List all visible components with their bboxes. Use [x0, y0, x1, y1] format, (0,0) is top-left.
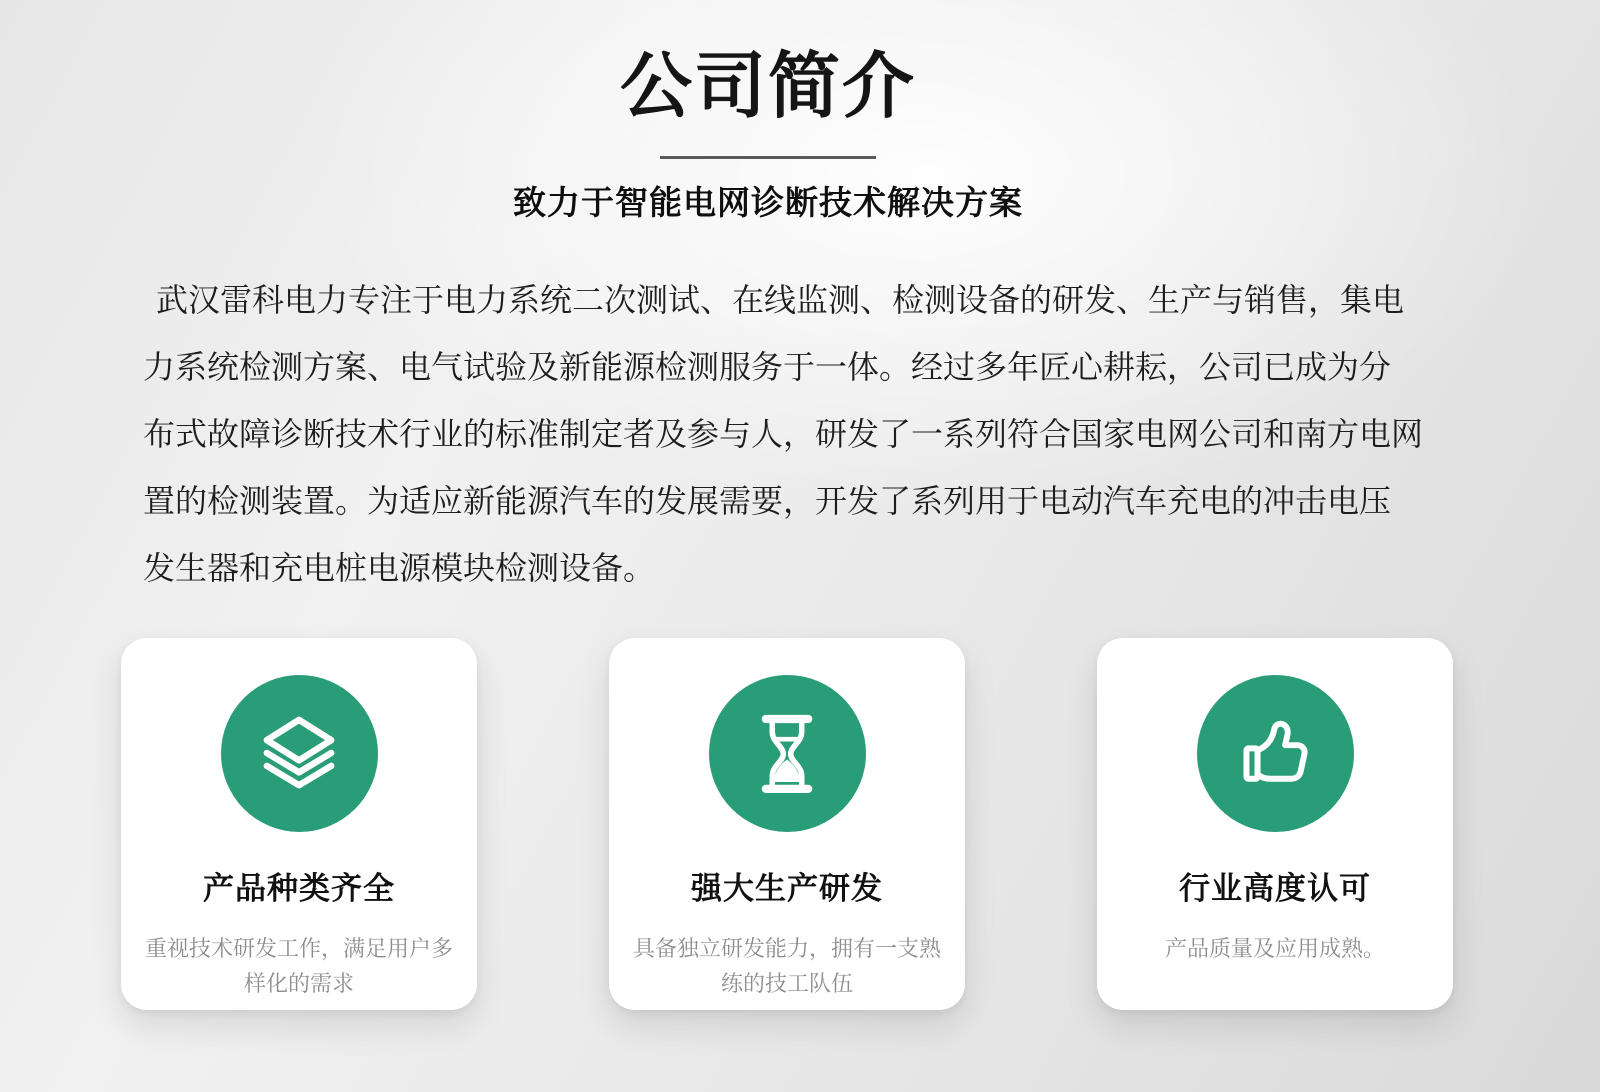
feature-description: 产品质量及应用成熟。 [1164, 935, 1385, 961]
feature-card-production [609, 638, 965, 1010]
feature-card-products [121, 638, 477, 1010]
paragraph-line: 发生器和充电桩电源模块检测设备。 [143, 549, 656, 586]
feature-description: 具备独立研发能力，拥有一支熟练的技工队伍 [633, 935, 942, 996]
feature-title: 行业高度认可 [1179, 870, 1371, 906]
paragraph-line: 力系统检测方案、电气试验及新能源检测服务于一体。经过多年匠心耕耘，公司已成为分 [143, 348, 1392, 385]
feature-title: 强大生产研发 [691, 870, 883, 906]
paragraph-line: 武汉雷科电力专注于电力系统二次测试、在线监测、检测设备的研发、生产与销售，集电 [156, 281, 1405, 318]
feature-title: 产品种类齐全 [203, 870, 395, 906]
layers-icon [221, 675, 378, 832]
section-subtitle: 致力于智能电网诊断技术解决方案 [513, 184, 1023, 222]
feature-cards [121, 638, 1453, 1010]
thumbs-up-icon [1197, 675, 1354, 832]
paragraph-line: 置的检测装置。为适应新能源汽车的发展需要，开发了系列用于电动汽车充电的冲击电压 [143, 482, 1392, 519]
hourglass-icon [709, 675, 866, 832]
title-divider [660, 156, 876, 159]
section-header [0, 0, 1536, 223]
paragraph-line: 布式故障诊断技术行业的标准制定者及参与人，研发了一系列符合国家电网公司和南方电网 [143, 415, 1424, 452]
company-description [143, 267, 1456, 602]
page-title: 公司简介 [619, 47, 916, 127]
feature-description: 重视技术研发工作，满足用户多样化的需求 [145, 935, 454, 996]
feature-card-recognition [1097, 638, 1453, 1010]
